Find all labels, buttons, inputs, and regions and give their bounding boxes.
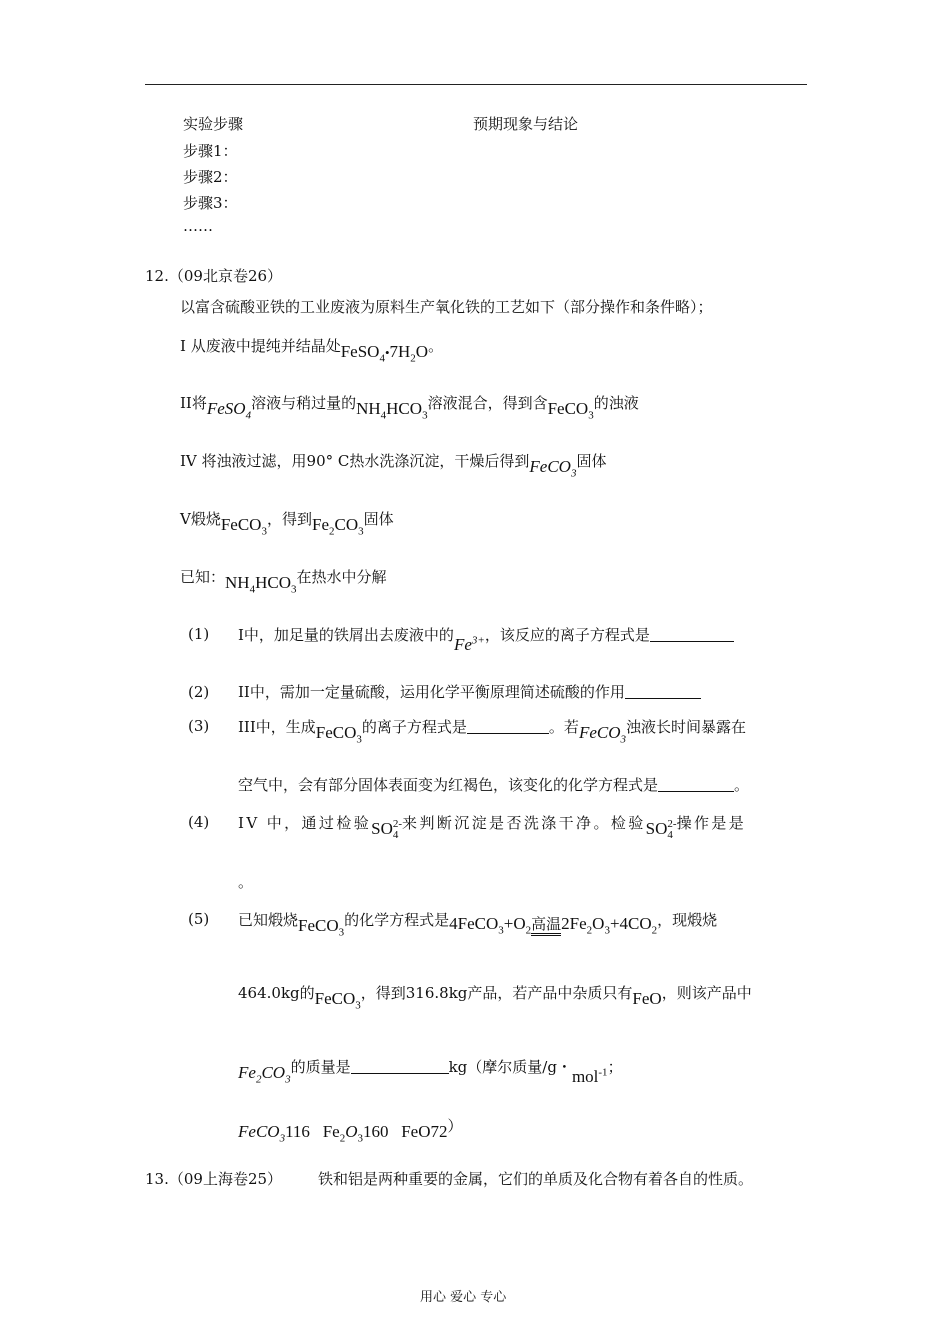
formula-feco3: FeCO$_3$ <box>220 515 267 538</box>
answer-blank[interactable] <box>625 684 701 699</box>
part-5-line-3: $Fe_2CO_3$的质量是 kg（摩尔质量/g・mol$^{-1}$； <box>238 1058 623 1086</box>
col-header-steps: 实验步骤 <box>183 115 244 133</box>
answer-blank[interactable] <box>650 627 734 642</box>
part-1-number: (1) <box>188 625 210 643</box>
formula-feso4-7h2o: $FeSO_4•7H_2O$ <box>340 342 429 365</box>
formula-feco3: FeCO$_3$ <box>314 989 361 1012</box>
molar-masses: FeCO$_3$116 $Fe_2O_3160$ FeO72 <box>238 1122 448 1145</box>
formula-fe3plus: $Fe^{3+}$ <box>453 634 485 654</box>
part-5-line-4: FeCO$_3$116 $Fe_2O_3160$ FeO72） <box>238 1117 463 1145</box>
answer-blank[interactable] <box>467 719 549 734</box>
q12-step-4: IV 将浊液过滤，用90° C热水洗涤沉淀，干燥后得到FeCO$_3$固体 <box>180 452 607 480</box>
q13-label: 13.（09上海卷25） <box>145 1170 283 1188</box>
q12-step-2: II将FeSO$_4$溶液与稍过量的$NH_4HCO_3$溶液混合，得到含FeCO$_3$的浊液 <box>180 394 639 422</box>
part-5-number: (5) <box>188 910 210 928</box>
part-3-line-2: 空气中，会有部分固体表面变为红褐色，该变化的化学方程式是 。 <box>238 776 750 794</box>
part-4-number: (4) <box>188 813 210 831</box>
part-5-line-1: 已知煅烧FeCO$_3$的化学方程式是$4FeCO_3+O_2$高温$2Fe_2O_3+4CO_2$，现煅烧 <box>238 911 718 939</box>
answer-blank[interactable] <box>658 777 734 792</box>
part-3-number: (3) <box>188 717 210 735</box>
header-rule <box>145 84 807 85</box>
part-3-line-1: III中，生成FeCO$_3$的离子方程式是 。若FeCO$_3$浊液长时间暴露在 <box>238 718 747 746</box>
answer-blank[interactable] <box>351 1059 449 1074</box>
q12-label: 12.（09北京卷26） <box>145 267 283 285</box>
q12-known: 已知：$NH_4HCO_3$在热水中分解 <box>180 568 387 596</box>
part-5-line-2: 464.0kg的FeCO$_3$，得到316.8kg产品，若产品中杂质只有FeO，则该产品中 <box>238 984 752 1012</box>
formula-nh4hco3: $NH_4HCO_3$ <box>356 399 428 422</box>
formula-fe2co3: $Fe_2CO_3$ <box>311 515 364 538</box>
formula-feco3: FeCO$_3$ <box>298 916 345 939</box>
part-4-line-2: 。 <box>238 873 254 891</box>
formula-fe2co3: $Fe_2CO_3$ <box>238 1063 291 1086</box>
formula-nh4hco3: $NH_4HCO_3$ <box>225 573 297 596</box>
formula-so4-2minus: SO 2- 4 <box>371 818 403 842</box>
q12-intro: 以富含硫酸亚铁的工业废液为原料生产氧化铁的工艺如下（部分操作和条件略）； <box>180 298 713 316</box>
formula-feo: FeO <box>632 989 662 1008</box>
formula-feso4: FeSO$_4$ <box>206 399 252 422</box>
col-header-results: 预期现象与结论 <box>473 115 579 133</box>
part-1: I中，加足量的铁屑出去废液中的$Fe^{3+}$，该反应的离子方程式是 <box>238 625 734 645</box>
unit-mol-inverse: mol$^{-1}$ <box>571 1066 608 1086</box>
step-3: 步骤3： <box>183 194 238 212</box>
formula-feco3: FeCO$_3$ <box>578 723 626 746</box>
step-ellipsis: …… <box>183 217 213 235</box>
q12-step-5: V煅烧FeCO$_3$，得到$Fe_2CO_3$固体 <box>180 510 394 538</box>
formula-feco3: FeCO$_3$ <box>315 723 362 746</box>
formula-feco3: FeCO$_3$ <box>547 399 594 422</box>
q13-text: 铁和铝是两种重要的金属，它们的单质及化合物有着各自的性质。 <box>318 1170 754 1188</box>
formula-feco3: FeCO$_3$ <box>529 457 577 480</box>
page-footer: 用心 爱心 专心 <box>420 1290 507 1305</box>
part-2-number: (2) <box>188 683 210 701</box>
step-2: 步骤2： <box>183 168 238 186</box>
formula-so4-2minus: SO 2- 4 <box>645 818 677 842</box>
step-1: 步骤1： <box>183 142 238 160</box>
part-4-line-1: IV 中，通过检验SO 2- 4 来判断沉淀是否洗涤干净。检验SO 2- 4 操作是是 <box>238 814 747 842</box>
part-2: II中，需加一定量硫酸，运用化学平衡原理简述硫酸的作用 <box>238 683 701 701</box>
q12-step-1: I 从废液中提纯并结晶处$FeSO_4•7H_2O$。 <box>180 337 444 365</box>
equation-calcination: $4FeCO_3+O_2$高温$2Fe_2O_3+4CO_2$ <box>449 914 658 937</box>
